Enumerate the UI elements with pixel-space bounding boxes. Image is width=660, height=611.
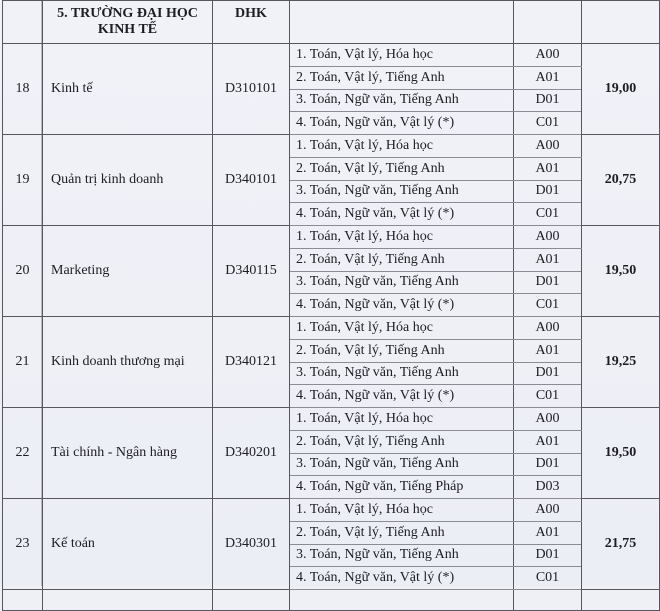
table-row: [3, 135, 660, 158]
table-row: [3, 317, 660, 340]
table-row: [3, 499, 660, 522]
block-code: A01: [514, 248, 582, 271]
subject-combo: 3. Toán, Ngữ văn, Tiếng Anh: [290, 362, 514, 385]
block-code: D01: [514, 362, 582, 385]
subject-combo: 4. Toán, Ngữ văn, Vật lý (*): [290, 567, 514, 590]
subject-combo: 2. Toán, Vật lý, Tiếng Anh: [290, 430, 514, 453]
block-code: A01: [514, 66, 582, 89]
subject-combo: 4. Toán, Ngữ văn, Vật lý (*): [290, 112, 514, 135]
major-stt: 20: [3, 226, 43, 317]
subject-combo: 4. Toán, Ngữ văn, Vật lý (*): [290, 294, 514, 317]
subject-combo: 2. Toán, Vật lý, Tiếng Anh: [290, 521, 514, 544]
major-stt: 19: [3, 135, 43, 226]
major-code: D340115: [213, 226, 290, 317]
subject-combo: 3. Toán, Ngữ văn, Tiếng Anh: [290, 89, 514, 112]
major-name: Kế toán: [43, 499, 213, 590]
cutoff-score: 19,25: [582, 317, 660, 408]
block-code: A01: [514, 339, 582, 362]
table-row-partial: [3, 590, 660, 611]
block-code: A00: [514, 226, 582, 249]
table-row: [3, 44, 660, 67]
cutoff-score: 20,75: [582, 135, 660, 226]
block-code: C01: [514, 203, 582, 226]
subject-combo: 1. Toán, Vật lý, Hóa học: [290, 499, 514, 522]
subject-combo: 1. Toán, Vật lý, Hóa học: [290, 226, 514, 249]
major-name: Kinh doanh thương mại: [43, 317, 213, 408]
subject-combo: 2. Toán, Vật lý, Tiếng Anh: [290, 157, 514, 180]
subject-combo: 4. Toán, Ngữ văn, Tiếng Pháp: [290, 476, 514, 499]
major-stt: 23: [3, 499, 43, 590]
empty-cell: [43, 590, 213, 611]
major-code: D340301: [213, 499, 290, 590]
subject-combo: 2. Toán, Vật lý, Tiếng Anh: [290, 66, 514, 89]
block-code: A00: [514, 317, 582, 340]
header-score-cell: [582, 1, 660, 44]
empty-cell: [514, 590, 582, 611]
block-code: D01: [514, 89, 582, 112]
block-code: A01: [514, 157, 582, 180]
block-code: C01: [514, 112, 582, 135]
major-code: D340121: [213, 317, 290, 408]
school-code: DHK: [213, 1, 290, 44]
subject-combo: 1. Toán, Vật lý, Hóa học: [290, 44, 514, 67]
header-block-cell: [514, 1, 582, 44]
empty-cell: [3, 590, 43, 611]
major-code: D310101: [213, 44, 290, 135]
subject-combo: 1. Toán, Vật lý, Hóa học: [290, 317, 514, 340]
block-code: D01: [514, 180, 582, 203]
subject-combo: 4. Toán, Ngữ văn, Vật lý (*): [290, 385, 514, 408]
table-row: [3, 226, 660, 249]
empty-cell: [213, 590, 290, 611]
subject-combo: 2. Toán, Vật lý, Tiếng Anh: [290, 339, 514, 362]
major-code: D340201: [213, 408, 290, 499]
header-combo-cell: [290, 1, 514, 44]
school-header-row: [3, 1, 660, 44]
block-code: C01: [514, 385, 582, 408]
major-stt: 21: [3, 317, 43, 408]
empty-cell: [582, 590, 660, 611]
cutoff-score: 19,50: [582, 408, 660, 499]
block-code: D01: [514, 544, 582, 567]
major-stt: 18: [3, 44, 43, 135]
block-code: A00: [514, 408, 582, 431]
block-code: C01: [514, 294, 582, 317]
major-name: Tài chính - Ngân hàng: [43, 408, 213, 499]
block-code: A01: [514, 430, 582, 453]
subject-combo: 2. Toán, Vật lý, Tiếng Anh: [290, 248, 514, 271]
block-code: A00: [514, 44, 582, 67]
subject-combo: 3. Toán, Ngữ văn, Tiếng Anh: [290, 544, 514, 567]
block-code: C01: [514, 567, 582, 590]
block-code: A00: [514, 499, 582, 522]
subject-combo: 4. Toán, Ngữ văn, Vật lý (*): [290, 203, 514, 226]
subject-combo: 3. Toán, Ngữ văn, Tiếng Anh: [290, 180, 514, 203]
subject-combo: 1. Toán, Vật lý, Hóa học: [290, 135, 514, 158]
empty-cell: [290, 590, 514, 611]
header-stt-cell: [3, 1, 43, 44]
admission-score-table: [2, 0, 660, 611]
subject-combo: 1. Toán, Vật lý, Hóa học: [290, 408, 514, 431]
block-code: A00: [514, 135, 582, 158]
subject-combo: 3. Toán, Ngữ văn, Tiếng Anh: [290, 453, 514, 476]
block-code: D01: [514, 271, 582, 294]
cutoff-score: 21,75: [582, 499, 660, 590]
major-name: Marketing: [43, 226, 213, 317]
major-stt: 22: [3, 408, 43, 499]
block-code: A01: [514, 521, 582, 544]
major-name: Kinh tế: [43, 44, 213, 135]
school-title: 5. TRƯỜNG ĐẠI HỌC KINH TẾ: [43, 1, 213, 44]
major-name: Quản trị kinh doanh: [43, 135, 213, 226]
major-code: D340101: [213, 135, 290, 226]
subject-combo: 3. Toán, Ngữ văn, Tiếng Anh: [290, 271, 514, 294]
cutoff-score: 19,50: [582, 226, 660, 317]
table-row: [3, 408, 660, 431]
cutoff-score: 19,00: [582, 44, 660, 135]
block-code: D03: [514, 476, 582, 499]
block-code: D01: [514, 453, 582, 476]
